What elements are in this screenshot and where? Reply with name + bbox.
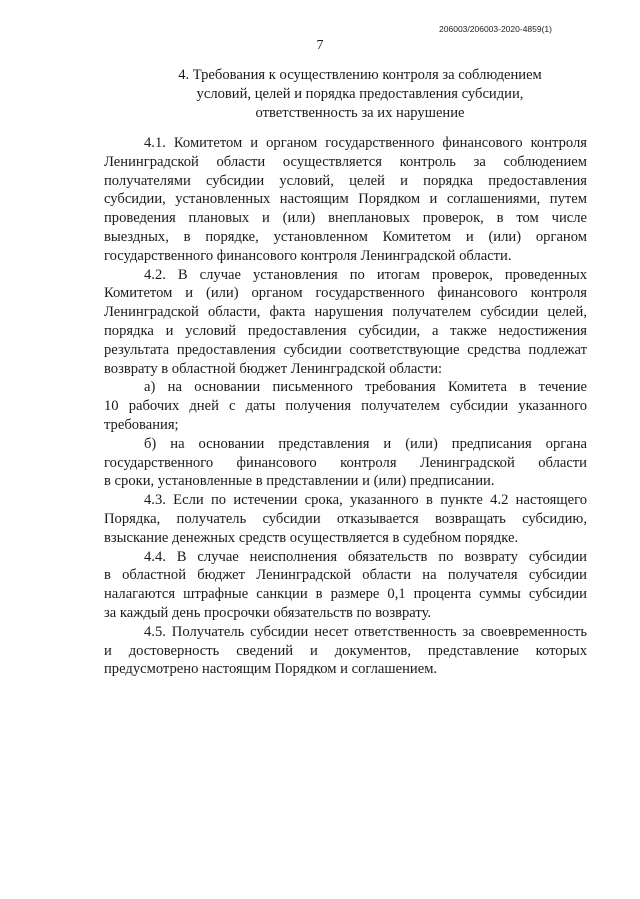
paragraph-line: 4.4. В случае неисполнения обязательств по возврату субсидии [144, 548, 587, 565]
paragraph-p-4-4 [104, 548, 587, 623]
paragraph-line: и достоверность сведений и документов, представление которых [104, 642, 587, 659]
paragraph-line: результата предоставления субсидии соответствующие средства подлежат [104, 341, 587, 358]
paragraph-line: 4.3. Если по истечении срока, указанного в пункте 4.2 настоящего [144, 492, 587, 509]
paragraph-line: а) на основании письменного требования Комитета в течение [144, 379, 587, 396]
paragraph-line: Ленинградской области, факта нарушения получателем субсидии целей, [104, 304, 587, 321]
paragraph-p-4-3 [104, 491, 587, 547]
paragraph-line: б) на основании представления и (или) предписания органа [144, 435, 587, 452]
page-number: 7 [316, 38, 324, 53]
paragraph-line: Ленинградской области осуществляется контроль за соблюдением [104, 153, 587, 170]
paragraph-line: взыскание денежных средств осуществляется в судебном порядке. [104, 529, 519, 546]
paragraph-line: Порядка, получатель субсидии отказывается возвращать субсидию, [104, 510, 587, 527]
paragraph-p-4-2-a [104, 378, 587, 434]
paragraph-line: 4.2. В случае установления по итогам проверок, проведенных [144, 266, 587, 283]
paragraph-line: 4.5. Получатель субсидии несет ответственность за своевременность [144, 623, 587, 640]
paragraph-line: за каждый день просрочки обязательств по возврату. [104, 604, 432, 621]
paragraph-line: выездных, в порядке, установленном Комитетом и (или) органом [104, 228, 587, 245]
document-id: 206003/206003-2020-4859(1) [439, 24, 552, 34]
paragraph-line: возврату в областной бюджет Ленинградской области: [104, 360, 443, 377]
paragraph-line: в сроки, установленные в представлении и (или) предписании. [104, 473, 495, 490]
section-heading [150, 66, 570, 122]
paragraph-line: налагаются штрафные санкции в размере 0,1 процента суммы субсидии [104, 586, 587, 603]
paragraph-line: предусмотрено настоящим Порядком и соглашением. [104, 661, 438, 678]
paragraph-line: государственного финансового контроля Ленинградской области [104, 454, 587, 471]
heading-line: ответственность за их нарушение [255, 104, 465, 121]
paragraph-p-4-5 [104, 623, 587, 679]
paragraph-line: требования; [104, 416, 179, 433]
paragraph-p-4-1 [104, 134, 587, 266]
paragraph-line: получателями субсидии условий, целей и порядка предоставления [104, 172, 587, 189]
paragraph-line: проведения плановых и (или) внеплановых проверок, в том числе [104, 210, 587, 227]
paragraph-p-4-2 [104, 266, 587, 379]
paragraph-line: Комитетом и (или) органом государственного финансового контроля [104, 285, 587, 302]
paragraph-line: порядка и условий предоставления субсидии, а также недостижения [104, 322, 587, 339]
paragraph-line: субсидии, установленных настоящим Порядком и соглашениями, путем [104, 191, 587, 208]
paragraph-line: 4.1. Комитетом и органом государственного финансового контроля [144, 135, 587, 151]
paragraph-line: государственного финансового контроля Ленинградской области. [104, 247, 512, 264]
document-body [104, 134, 587, 679]
paragraph-p-4-2-b [104, 435, 587, 491]
paragraph-line: 10 рабочих дней с даты получения получателем субсидии указанного [104, 398, 587, 415]
paragraph-line: в областной бюджет Ленинградской области на получателя субсидии [104, 567, 587, 584]
heading-line: условий, целей и порядка предоставления субсидии, [196, 85, 524, 102]
heading-line: 4. Требования к осуществлению контроля за соблюдением [178, 67, 542, 83]
